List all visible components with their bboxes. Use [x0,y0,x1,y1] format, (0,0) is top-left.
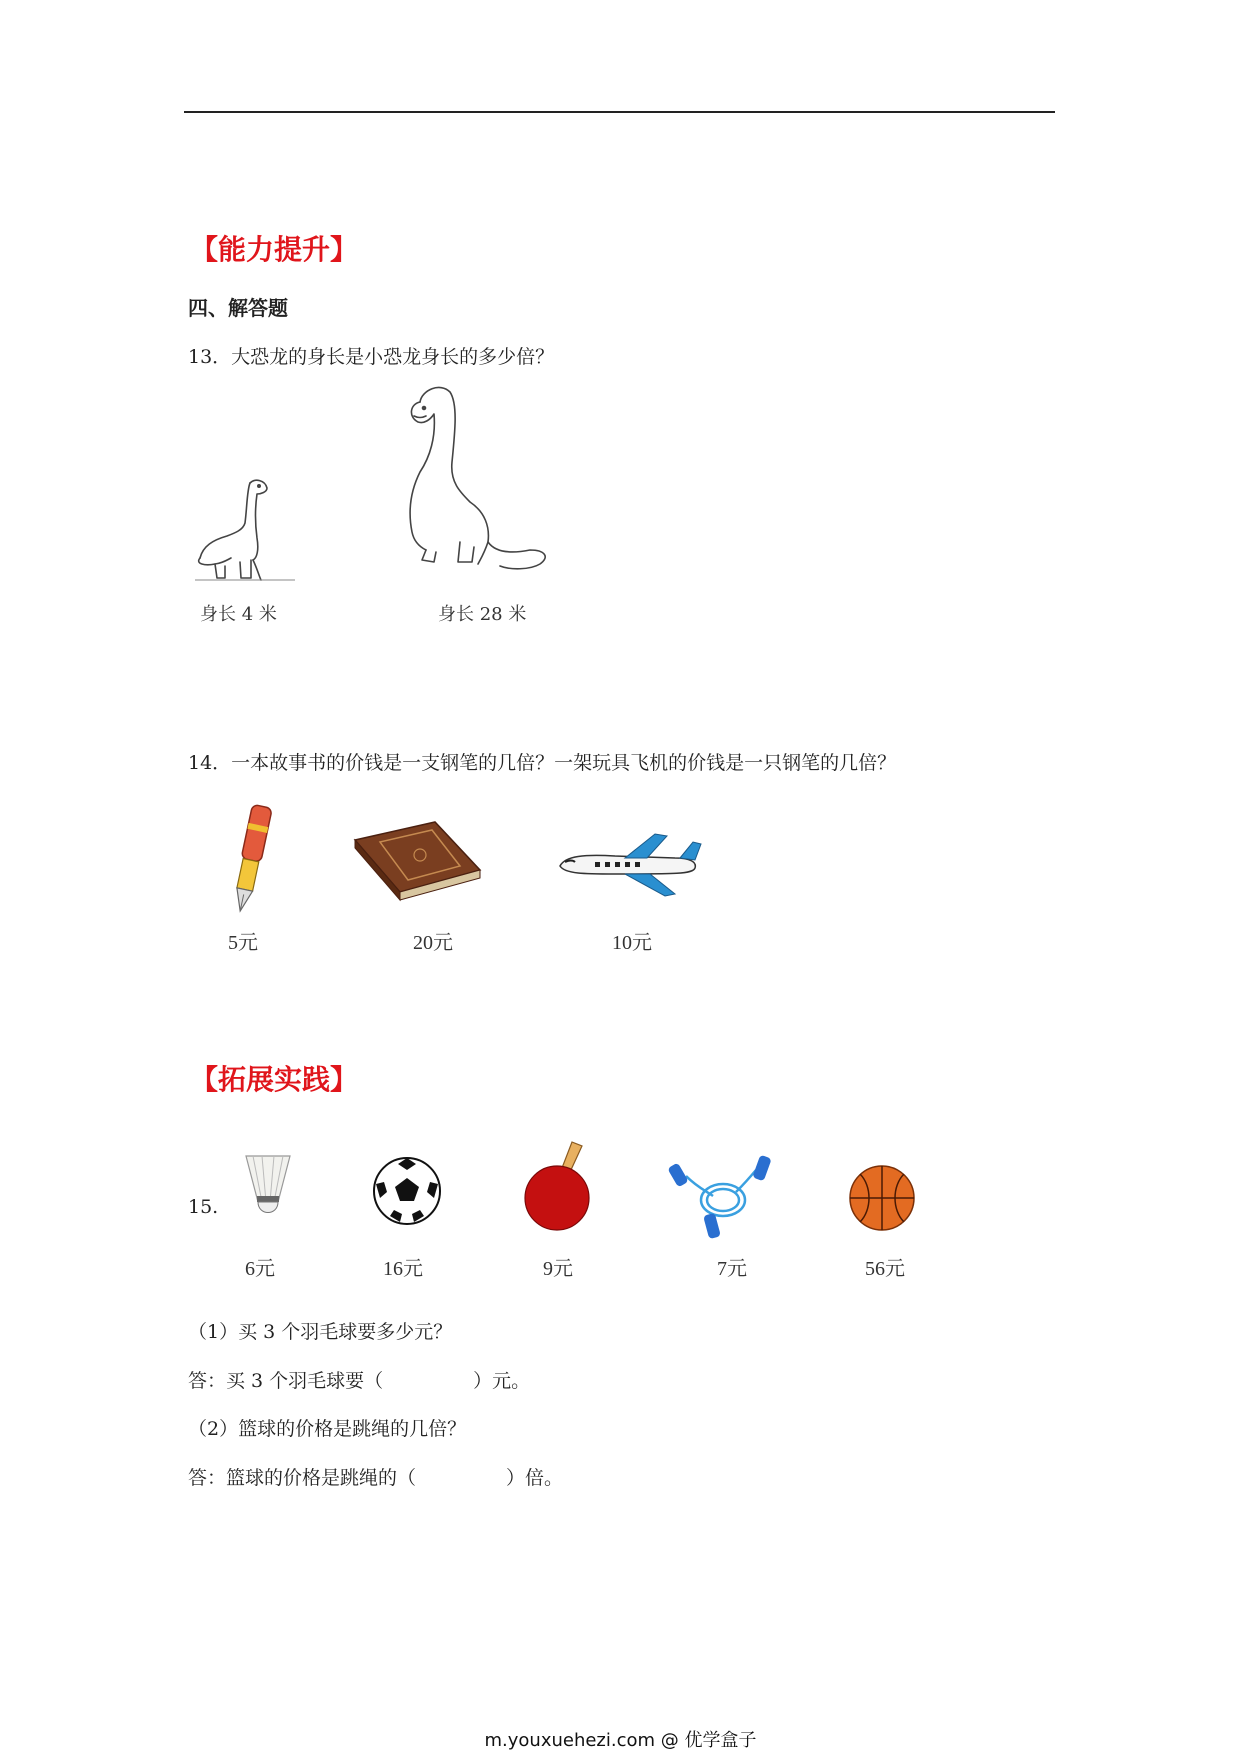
header-rule [184,111,1055,113]
jump-rope-price: 7元 [717,1258,747,1280]
section-title-ability: 【能力提升】 [190,233,359,266]
question-13-text: 13．大恐龙的身长是小恐龙身长的多少倍？ [188,346,555,368]
plane-price: 10元 [612,932,652,954]
paddle-price: 9元 [543,1258,573,1280]
answer-15-1-prefix: 答：买 3 个羽毛球要（ [188,1370,384,1392]
pen-price: 5元 [228,932,258,954]
ping-pong-paddle-image [522,1138,602,1233]
question-15-sub2: （2）篮球的价格是跳绳的几倍？ [188,1418,467,1440]
part-title-answer-questions: 四、解答题 [188,296,288,320]
big-dinosaur-image [400,382,555,577]
soccer-ball-image [372,1156,442,1226]
answer-15-2-prefix: 答：篮球的价格是跳绳的（ [188,1467,417,1489]
basketball-price: 56元 [865,1258,905,1280]
section-title-extension: 【拓展实践】 [190,1063,359,1096]
question-15-sub1: （1）买 3 个羽毛球要多少元？ [188,1321,453,1343]
question-14-text: 14．一本故事书的价钱是一支钢笔的几倍？一架玩具飞机的价钱是一只钢笔的几倍？ [188,752,897,774]
small-dinosaur-image [195,478,300,588]
footer-watermark: m.youxuehezi.com @ 优学盒子 [484,1730,757,1751]
answer-15-1 [188,1366,530,1393]
small-dinosaur-caption: 身长 4 米 [200,604,277,625]
badminton-shuttlecock-image [238,1152,298,1227]
answer-15-2 [188,1463,563,1490]
fountain-pen-image [225,800,275,920]
shuttlecock-price: 6元 [245,1258,275,1280]
soccer-ball-price: 16元 [383,1258,423,1280]
basketball-image [848,1164,916,1232]
toy-airplane-image [555,828,705,898]
answer-15-2-suffix: ）倍。 [506,1467,564,1489]
story-book-image [350,820,485,900]
big-dinosaur-caption: 身长 28 米 [438,604,527,625]
book-price: 20元 [413,932,453,954]
jump-rope-image [668,1148,778,1243]
answer-15-1-suffix: ）元。 [473,1370,531,1392]
question-15-number: 15. [188,1196,219,1218]
